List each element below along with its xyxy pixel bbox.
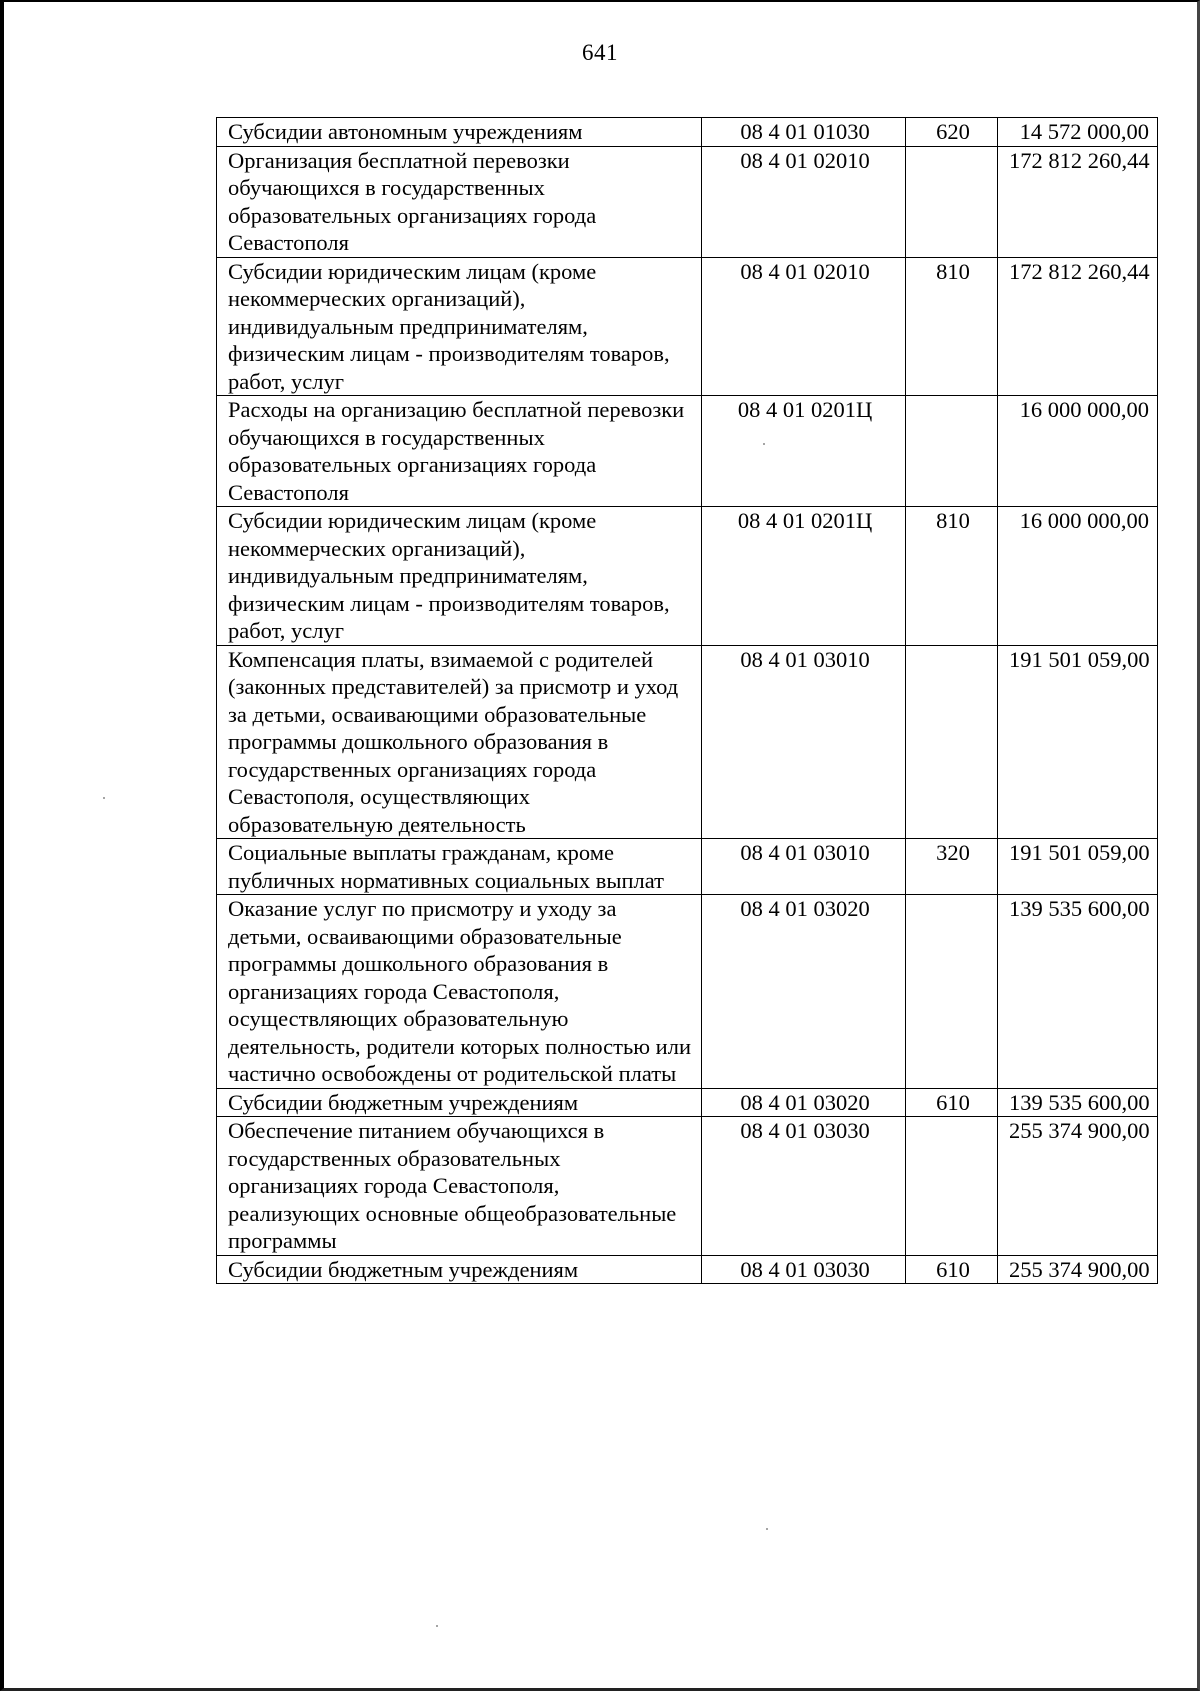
row-name: Субсидии бюджетным учреждениям [217, 1088, 702, 1117]
row-code: 08 4 01 03030 [702, 1255, 906, 1284]
table-row [217, 257, 1158, 396]
row-vr: 810 [906, 257, 998, 396]
row-vr [906, 146, 998, 257]
row-name: Обеспечение питанием обучающихся в государственных образовательных организациях города Севастополя, реализующих основные общеобразовательные программы [217, 1117, 702, 1256]
row-sum: 255 374 900,00 [998, 1117, 1158, 1256]
row-sum: 139 535 600,00 [998, 895, 1158, 1089]
table-row [217, 1255, 1158, 1284]
row-name: Субсидии юридическим лицам (кроме некоммерческих организаций), индивидуальным предпринимателям, физическим лицам - производителям товаров, работ, услуг [217, 257, 702, 396]
row-code: 08 4 01 0201Ц [702, 507, 906, 646]
row-sum: 16 000 000,00 [998, 507, 1158, 646]
row-code: 08 4 01 02010 [702, 146, 906, 257]
page-number: 641 [582, 40, 618, 65]
row-vr [906, 895, 998, 1089]
row-code: 08 4 01 03030 [702, 1117, 906, 1256]
row-vr: 610 [906, 1088, 998, 1117]
row-vr: 620 [906, 118, 998, 147]
row-vr [906, 645, 998, 839]
table-row [217, 645, 1158, 839]
scan-speck [436, 1625, 438, 1627]
row-sum: 16 000 000,00 [998, 396, 1158, 507]
scan-speck [766, 1528, 768, 1530]
row-sum: 14 572 000,00 [998, 118, 1158, 147]
row-name: Субсидии юридическим лицам (кроме некоммерческих организаций), индивидуальным предпринимателям, физическим лицам - производителям товаров, работ, услуг [217, 507, 702, 646]
table-row [217, 1088, 1158, 1117]
table-row [217, 507, 1158, 646]
row-name: Расходы на организацию бесплатной перевозки обучающихся в государственных образовательных организациях города Севастополя [217, 396, 702, 507]
row-sum: 191 501 059,00 [998, 645, 1158, 839]
row-name: Субсидии автономным учреждениям [217, 118, 702, 147]
row-sum: 255 374 900,00 [998, 1255, 1158, 1284]
row-name: Социальные выплаты гражданам, кроме публичных нормативных социальных выплат [217, 839, 702, 895]
row-code: 08 4 01 03010 [702, 645, 906, 839]
row-vr: 810 [906, 507, 998, 646]
row-code: 08 4 01 0201Ц [702, 396, 906, 507]
row-sum: 172 812 260,44 [998, 146, 1158, 257]
row-code: 08 4 01 03020 [702, 895, 906, 1089]
row-code: 08 4 01 03010 [702, 839, 906, 895]
row-name: Организация бесплатной перевозки обучающихся в государственных образовательных организациях города Севастополя [217, 146, 702, 257]
row-sum: 191 501 059,00 [998, 839, 1158, 895]
row-sum: 172 812 260,44 [998, 257, 1158, 396]
row-vr [906, 1117, 998, 1256]
row-code: 08 4 01 02010 [702, 257, 906, 396]
table-row [217, 118, 1158, 147]
row-name: Оказание услуг по присмотру и уходу за детьми, осваивающими образовательные программы дошкольного образования в организациях города Севастополя, осуществляющих образовательную деятельность, родители которых полностью или частично освобождены от родительской платы [217, 895, 702, 1089]
row-vr: 320 [906, 839, 998, 895]
row-vr: 610 [906, 1255, 998, 1284]
table-row [217, 396, 1158, 507]
table-row [217, 895, 1158, 1089]
budget-table [216, 117, 1158, 1284]
row-vr [906, 396, 998, 507]
row-code: 08 4 01 03020 [702, 1088, 906, 1117]
scan-speck [103, 797, 105, 799]
row-name: Компенсация платы, взимаемой с родителей (законных представителей) за присмотр и уход за детьми, осваивающими образовательные программы дошкольного образования в государственных организациях города Севастополя, осуществляющих образовательную деятельность [217, 645, 702, 839]
table-row [217, 1117, 1158, 1256]
table-row [217, 839, 1158, 895]
row-sum: 139 535 600,00 [998, 1088, 1158, 1117]
scan-speck [763, 443, 765, 445]
table-row [217, 146, 1158, 257]
row-code: 08 4 01 01030 [702, 118, 906, 147]
row-name: Субсидии бюджетным учреждениям [217, 1255, 702, 1284]
